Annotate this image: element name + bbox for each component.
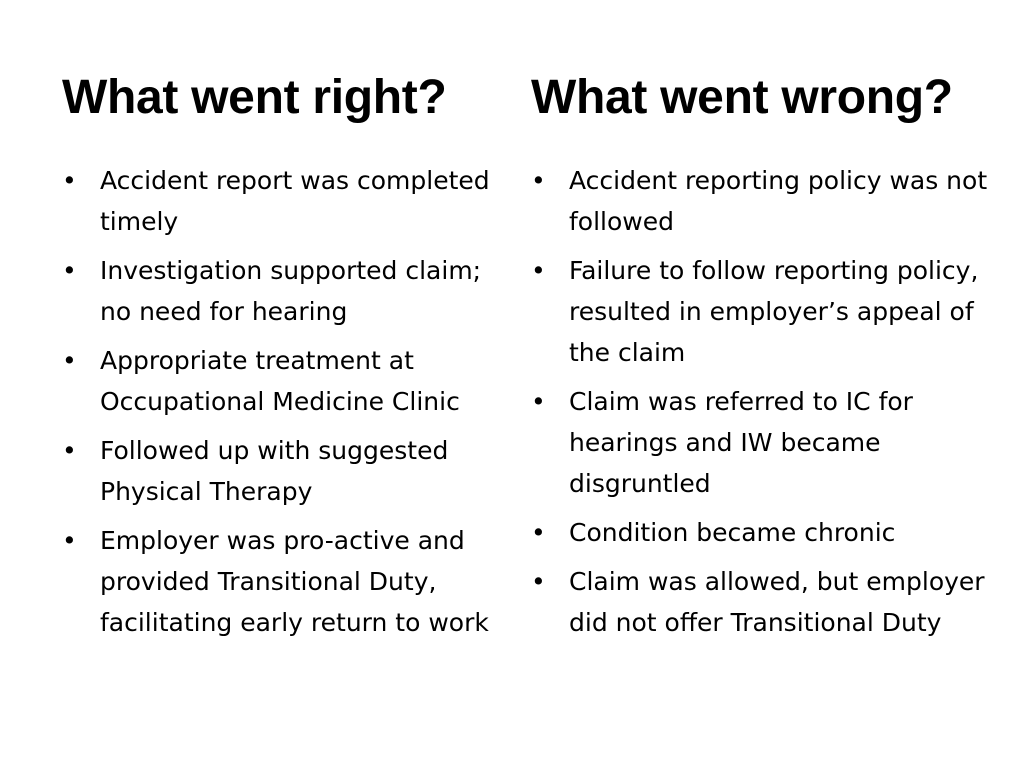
bullet-icon: •: [62, 526, 77, 555]
bullet-icon: •: [62, 346, 77, 375]
list-item-text: Condition became chronic: [569, 518, 896, 547]
went-right-list: [62, 160, 502, 651]
list-item: [531, 561, 1001, 643]
bullet-icon: •: [62, 166, 77, 195]
list-item-text: Failure to follow reporting policy, resulted in employer’s appeal of the claim: [569, 256, 979, 367]
bullet-icon: •: [62, 436, 77, 465]
list-item-text: Employer was pro-active and provided Transitional Duty, facilitating early return to work: [100, 526, 489, 637]
list-item: [531, 250, 1001, 373]
list-item: [62, 430, 502, 512]
list-item: [62, 340, 502, 422]
list-item: [62, 160, 502, 242]
bullet-icon: •: [531, 256, 546, 285]
list-item-text: Accident report was completed timely: [100, 166, 490, 236]
list-item: [531, 512, 1001, 553]
bullet-icon: •: [531, 387, 546, 416]
list-item-text: Appropriate treatment at Occupational Medicine Clinic: [100, 346, 460, 416]
list-item-text: Followed up with suggested Physical Therapy: [100, 436, 449, 506]
list-item: [62, 520, 502, 643]
bullet-icon: •: [531, 518, 546, 547]
list-item: [531, 381, 1001, 504]
list-item-text: Accident reporting policy was not followed: [569, 166, 988, 236]
list-item-text: Claim was allowed, but employer did not offer Transitional Duty: [569, 567, 985, 637]
bullet-icon: •: [531, 567, 546, 596]
list-item-text: Investigation supported claim; no need for hearing: [100, 256, 482, 326]
bullet-icon: •: [62, 256, 77, 285]
went-wrong-list: [531, 160, 1001, 651]
bullet-icon: •: [531, 166, 546, 195]
what-went-wrong-title: What went wrong?: [531, 71, 953, 124]
list-item-text: Claim was referred to IC for hearings and IW became disgruntled: [569, 387, 913, 498]
what-went-right-title: What went right?: [62, 71, 447, 124]
list-item: [62, 250, 502, 332]
list-item: [531, 160, 1001, 242]
